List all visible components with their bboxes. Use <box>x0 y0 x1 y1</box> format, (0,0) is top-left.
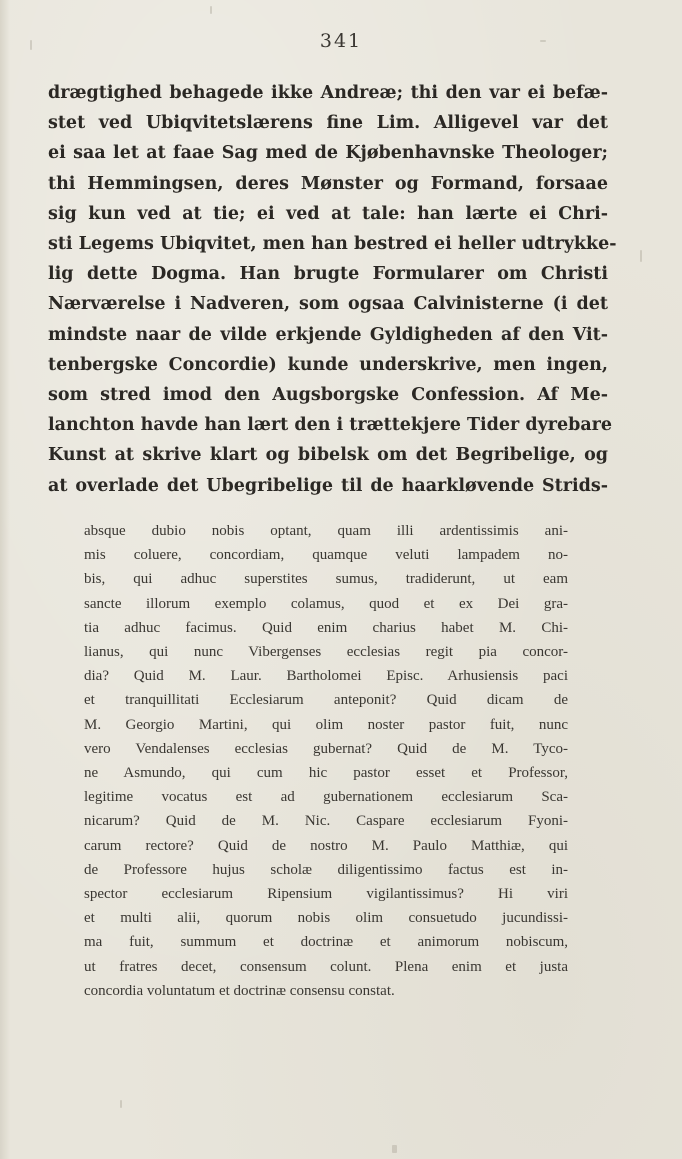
text-line: som stred imod den Augsborgske Confession. Af Me- <box>48 385 608 406</box>
quote-line: M. Georgio Martini, qui olim noster pastor fuit, nunc <box>84 716 568 733</box>
text-line: tenbergske Concordie) kunde underskrive, men ingen, <box>48 354 608 375</box>
body-text-danish <box>48 78 617 501</box>
quote-line: de Professore hujus scholæ diligentissimo factus est in- <box>84 861 568 878</box>
quote-line: dia? Quid M. Laur. Bartholomei Episc. Arhusiensis paci <box>84 668 568 685</box>
quote-line: mis coluere, concordiam, quamque veluti lampadem no- <box>84 547 568 564</box>
quote-line: tia adhuc facimus. Quid enim charius habet M. Chi- <box>84 619 568 636</box>
latin-quotation-block <box>84 519 568 1003</box>
quote-line: lianus, qui nunc Vibergenses ecclesias regit pia concor- <box>84 644 568 661</box>
text-line: ei saa let at faae Sag med de Kjøbenhavnske Theologer; <box>48 143 608 164</box>
page-gutter-edge <box>0 0 10 1159</box>
quote-line: spector ecclesiarum Ripensium vigilantissimus? Hi viri <box>84 886 568 903</box>
text-line: lanchton havde han lært den i trættekjere Tider dyrebare <box>48 415 613 436</box>
quote-line: et tranquillitati Ecclesiarum anteponit? Quid dicam de <box>84 692 568 709</box>
quote-line: ut fratres decet, consensum colunt. Plena enim et justa <box>84 958 568 975</box>
paper-speck <box>120 1100 122 1108</box>
quote-line: absque dubio nobis optant, quam illi ardentissimis ani- <box>84 523 568 539</box>
quote-line: et multi alii, quorum nobis olim consuetudo jucundissi- <box>84 910 568 927</box>
text-line: Kunst at skrive klart og bibelsk om det Begribelige, og <box>48 445 608 466</box>
page-number: 341 <box>319 30 363 52</box>
text-line: Nærværelse i Nadveren, som ogsaa Calvinisterne (i det <box>48 294 608 315</box>
text-line: mindste naar de vilde erkjende Gyldigheden af den Vit- <box>48 324 608 345</box>
quote-line: bis, qui adhuc superstites sumus, tradiderunt, ut eam <box>84 571 568 588</box>
text-line: sig kun ved at tie; ei ved at tale: han lærte ei Chri- <box>48 203 608 224</box>
paper-speck <box>392 1145 397 1153</box>
text-line: lig dette Dogma. Han brugte Formularer om Christi <box>48 264 608 285</box>
quote-line: concordia voluntatum et doctrinæ consensu constat. <box>84 982 395 999</box>
paper-speck <box>640 250 642 262</box>
quote-line: ne Asmundo, qui cum hic pastor esset et Professor, <box>84 765 568 782</box>
text-line: at overlade det Ubegribelige til de haarkløvende Strids- <box>48 475 608 496</box>
quote-line: carum rectore? Quid de nostro M. Paulo Matthiæ, qui <box>84 837 568 854</box>
quote-line: sancte illorum exemplo colamus, quod et ex Dei gra- <box>84 595 568 612</box>
text-line: drægtighed behagede ikke Andreæ; thi den var ei befæ- <box>48 83 608 103</box>
quote-line: legitime vocatus est ad gubernationem ecclesiarum Sca- <box>84 789 568 806</box>
quote-line: nicarum? Quid de M. Nic. Caspare ecclesiarum Fyoni- <box>84 813 568 830</box>
quote-line: ma fuit, summum et doctrinæ et animorum nobiscum, <box>84 934 568 951</box>
text-line: sti Legems Ubiqvitet, men han bestred ei heller udtrykke- <box>48 234 617 255</box>
paper-speck <box>210 6 212 14</box>
quote-line: vero Vendalenses ecclesias gubernat? Quid de M. Tyco- <box>84 740 568 757</box>
text-line: thi Hemmingsen, deres Mønster og Formand, forsaae <box>48 173 608 194</box>
text-line: stet ved Ubiqvitetslærens fine Lim. Alligevel var det <box>48 113 608 134</box>
